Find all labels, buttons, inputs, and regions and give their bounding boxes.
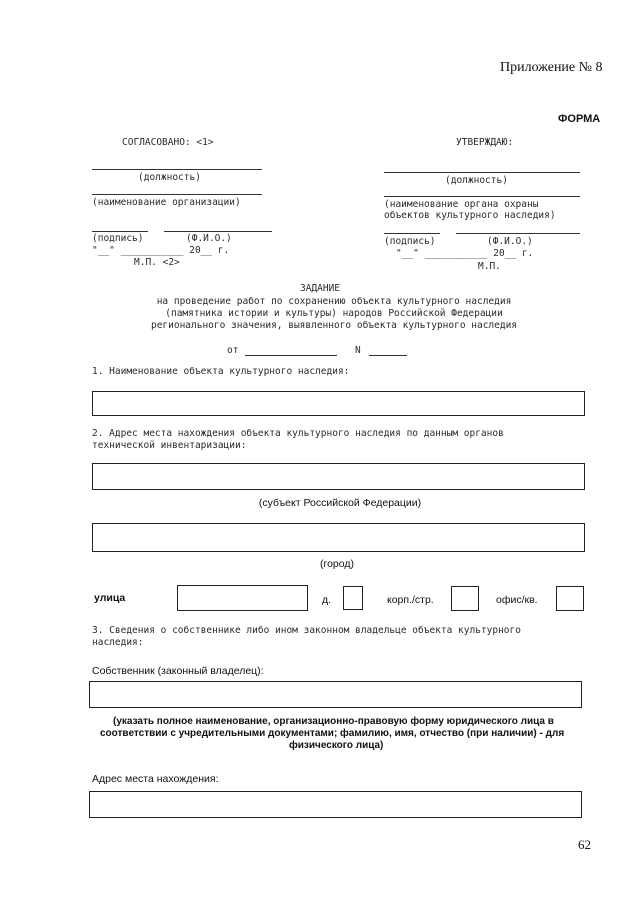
- section-1-label: 1. Наименование объекта культурного наследия:: [92, 366, 350, 377]
- signature-caption: (подпись): [92, 233, 144, 244]
- building-input[interactable]: [451, 586, 479, 611]
- fio-caption: (Ф.И.О.): [487, 236, 533, 247]
- owner-hint-line2: соответствии с учредительными документами; фамилию, имя, отчество (при наличии) - для: [100, 728, 565, 739]
- signature-line[interactable]: [92, 231, 148, 232]
- assignment-date-field[interactable]: [245, 355, 337, 356]
- stamp-label: М.П.: [478, 261, 501, 272]
- section-3-label-line1: 3. Сведения о собственнике либо ином законном владельце объекта культурного: [92, 625, 521, 636]
- stamp-label: М.П. <2>: [134, 257, 180, 268]
- office-input[interactable]: [556, 586, 584, 611]
- position-line[interactable]: [92, 169, 262, 170]
- assignment-number-field[interactable]: [369, 355, 407, 356]
- approve-heading: УТВЕРЖДАЮ:: [456, 137, 514, 148]
- position-line[interactable]: [384, 172, 580, 173]
- subject-input[interactable]: [92, 463, 585, 490]
- authority-caption-line2: объектов культурного наследия): [384, 210, 556, 221]
- address-label: Адрес места нахождения:: [92, 773, 219, 785]
- appendix-title: Приложение № 8: [500, 60, 603, 75]
- fio-line[interactable]: [164, 231, 272, 232]
- owner-address-input[interactable]: [89, 791, 582, 818]
- title-line3: регионального значения, выявленного объекта культурного наследия: [150, 320, 518, 331]
- agreed-heading: СОГЛАСОВАНО: <1>: [122, 137, 214, 148]
- section-3-label-line2: наследия:: [92, 637, 144, 648]
- city-caption: (город): [319, 558, 354, 570]
- object-name-input[interactable]: [92, 391, 585, 416]
- owner-hint-line1: (указать полное наименование, организационно-правовую форму юридического лица в: [113, 716, 554, 727]
- fio-line[interactable]: [456, 233, 580, 234]
- fio-caption: (Ф.И.О.): [186, 233, 232, 244]
- house-input[interactable]: [343, 586, 363, 610]
- date-field[interactable]: "__" ___________ 20__ г.: [396, 248, 534, 259]
- authority-caption-line1: (наименование органа охраны: [384, 199, 539, 210]
- owner-hint-line3: физического лица): [289, 740, 384, 751]
- signature-caption: (подпись): [384, 236, 436, 247]
- position-caption: (должность): [445, 175, 508, 186]
- owner-input[interactable]: [89, 681, 582, 708]
- position-caption: (должность): [138, 172, 201, 183]
- owner-label: Собственник (законный владелец):: [92, 665, 264, 677]
- house-label: д.: [322, 594, 332, 606]
- street-label: улица: [94, 592, 126, 604]
- section-2-label-line2: технической инвентаризации:: [92, 440, 247, 451]
- date-label: от: [227, 345, 239, 356]
- title-line2: (памятника истории и культуры) народов Российской Федерации: [165, 308, 503, 319]
- organization-caption: (наименование организации): [92, 197, 241, 208]
- number-label: N: [355, 345, 361, 356]
- authority-line[interactable]: [384, 196, 580, 197]
- signature-line[interactable]: [384, 233, 440, 234]
- office-label: офис/кв.: [496, 594, 538, 606]
- form-label: ФОРМА: [558, 113, 601, 125]
- section-2-label-line1: 2. Адрес места нахождения объекта культурного наследия по данным органов: [92, 428, 504, 439]
- title-line1: на проведение работ по сохранению объекта культурного наследия: [156, 296, 512, 307]
- building-label: корп./стр.: [387, 594, 434, 606]
- date-field[interactable]: "__" ___________ 20__ г.: [92, 245, 230, 256]
- subject-caption: (субъект Российской Федерации): [258, 497, 422, 509]
- street-input[interactable]: [177, 585, 308, 611]
- title-heading: ЗАДАНИЕ: [299, 283, 341, 294]
- organization-line[interactable]: [92, 194, 262, 195]
- page-number: 62: [578, 837, 591, 852]
- city-input[interactable]: [92, 523, 585, 552]
